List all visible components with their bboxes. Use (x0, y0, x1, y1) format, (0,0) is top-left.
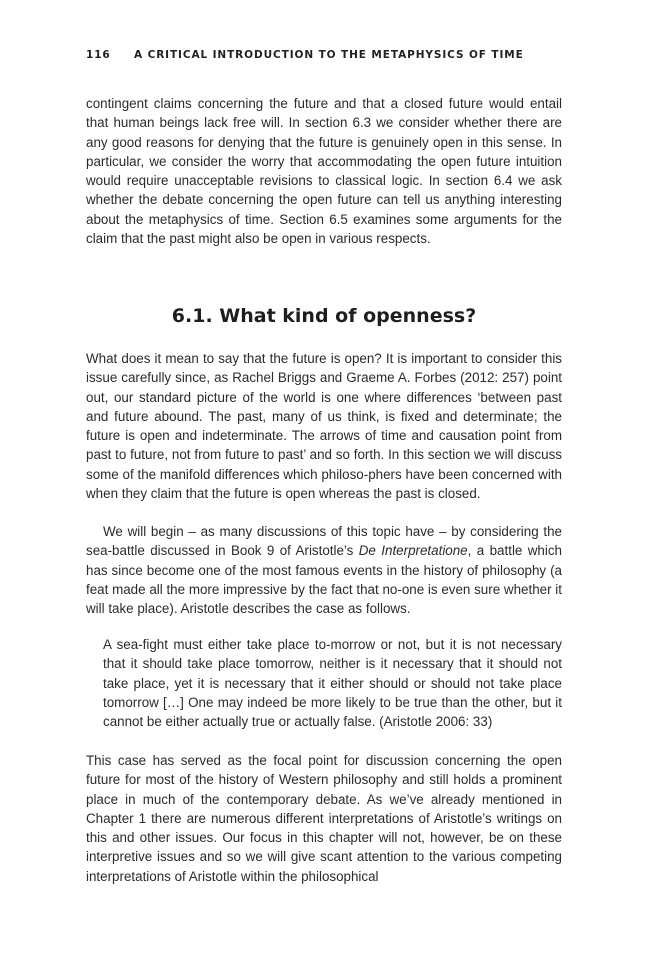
book-title-italic: De Interpretatione (358, 543, 468, 559)
page-number: 116 (86, 49, 111, 61)
intro-paragraph: contingent claims concerning the future and that a closed future would entail that human beings lack free will. In section 6.3 we consider whether there are any good reasons for denying that the future is genuinely open in this sense. In particular, we consider the worry that accommodating the open future intuition would require unacceptable revisions to classical logic. In section 6.4 we ask whether the debate concerning the open future can tell us anything interesting about the metaphysics of time. Section 6.5 examines some arguments for the claim that the past might also be open in various respects. (86, 96, 562, 247)
body-paragraph-1: What does it mean to say that the future is open? It is important to consider this issue carefully since, as Rachel Briggs and Graeme A. Forbes (2012: 257) point out, our standard picture of the world is one where differences ‘between past and future abound. The past, many of us think, is fixed and determinate; the future is open and indeterminate. The arrows of time and causation point from past to future, not from future to past’ and so forth. In this section we will discuss some of the manifold differences which philoso-phers have been concerned with when they claim that the future is open whereas the past is closed. (86, 351, 562, 502)
section-heading: 6.1. What kind of openness? (171, 305, 477, 327)
paragraph-2-text-after: , a battle which has since become one of the most famous events in the history of philosophy (a feat made all the more impressive by the fact that no-one is even sure whether it will take place). Aristotle describes the case as follows. (86, 543, 562, 617)
body-paragraph-2 (86, 522, 562, 618)
block-quote: A sea-fight must either take place to-morrow or not, but it is not necessary that it should take place tomorrow, neither is it necessary that it should not take place, yet it is necessary that it either should or should not take place tomorrow […] One may indeed be more likely to be true than the other, but it cannot be either actually true or actually false. (Aristotle 2006: 33) (103, 637, 562, 730)
running-head (86, 49, 562, 61)
paragraph-2-text-before: We will begin – as many discussions of this topic have – by considering the sea-battle discussed in Book 9 of Aristotle’s (86, 524, 562, 559)
body-paragraph-3: This case has served as the focal point for discussion concerning the open future for most of the history of Western philosophy and still holds a prominent place in much of the contemporary debate. As we’ve already mentioned in Chapter 1 there are numerous different interpretations of Aristotle’s writings on this and other issues. Our focus in this chapter will not, however, be on these interpretive issues and so we will give scant attention to the various competing interpretations of Aristotle within the philosophical (86, 753, 562, 884)
running-head-title: A CRITICAL INTRODUCTION TO THE METAPHYSICS OF TIME (134, 49, 524, 61)
